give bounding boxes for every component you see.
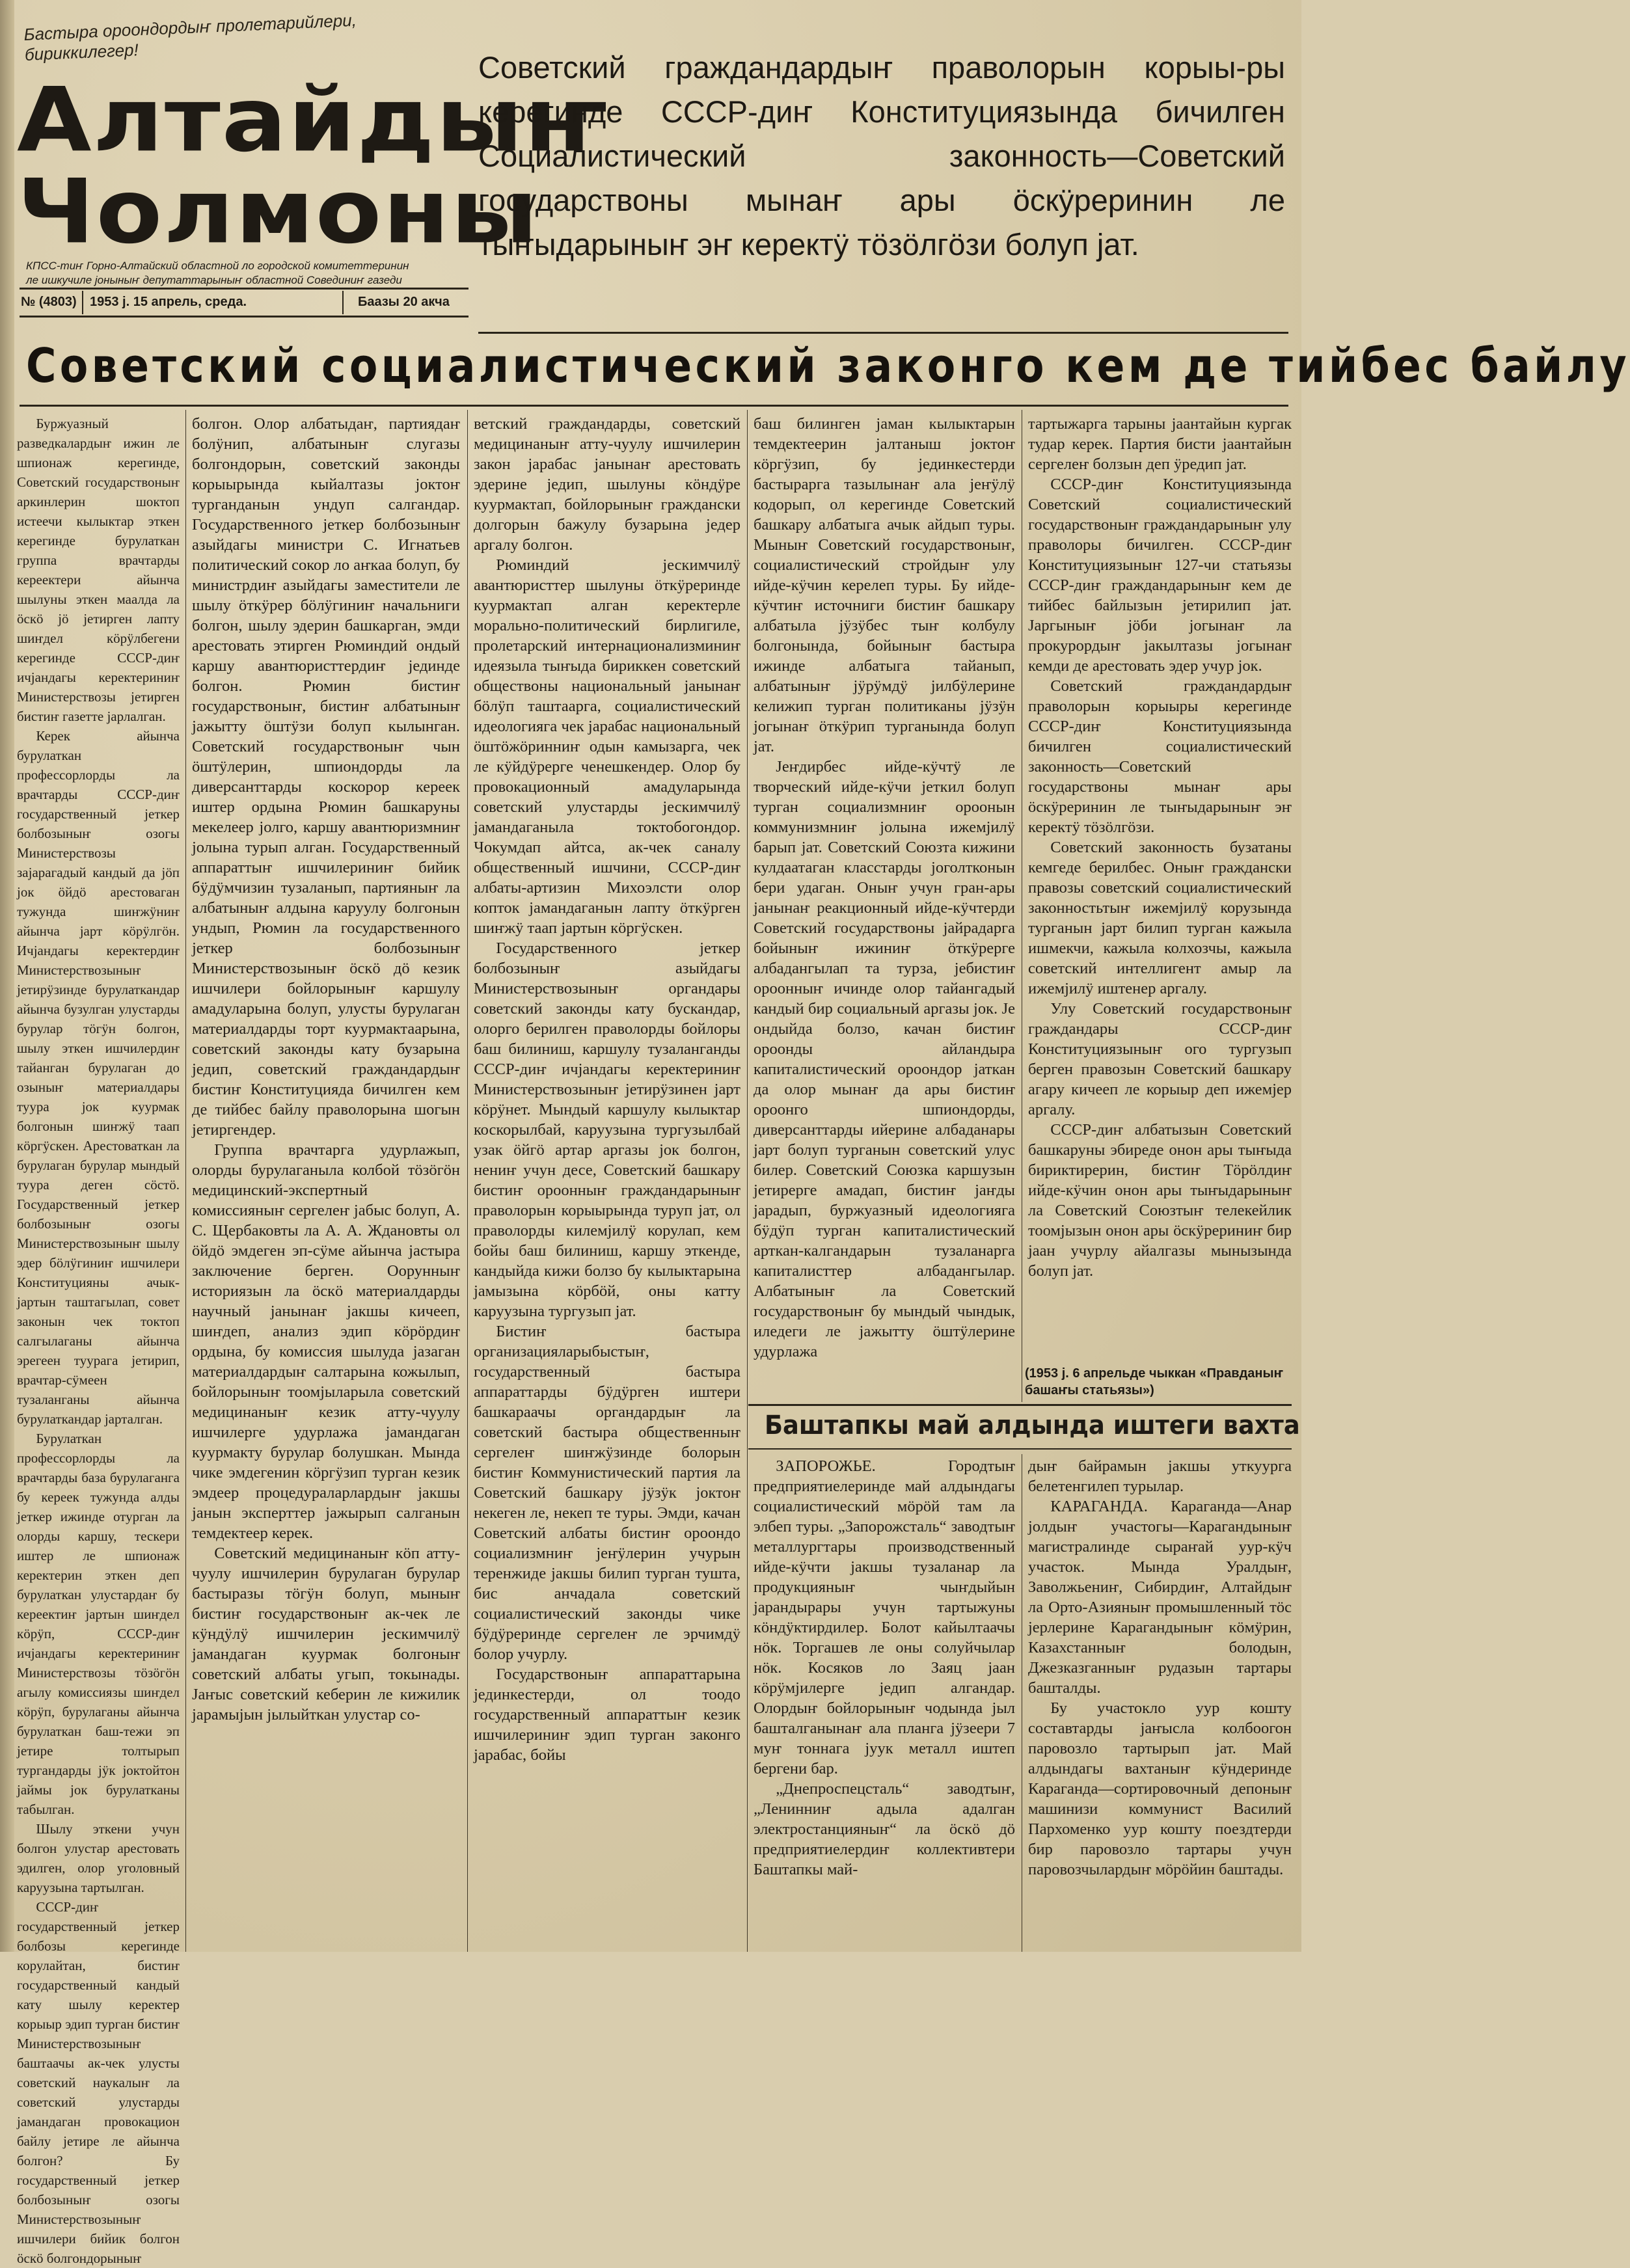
paragraph: ЗАПОРОЖЬЕ. Городтыҥ предприятиелеринде май алдындагы социалистический мöрöй там ла элбеп туры. „Запорожсталь“ заводтыҥ металлургтары производственный ийде-кӱчти јакшы тузаланар ла продукцияныҥ чыҥдыйын јарандырары учун тартыжуны кöндӱктирдилер. Болот кайылтаачы нöк. Торгашев ле оны солуйчылар нöк. Косяков ло Заяц јаан кöрӱмјилерге једип алгандар. Олордыҥ бойлорыныҥ чодында јыл башталганынаҥ ала планга јӱзеери 7 муҥ тоннага јуук металл иштеп бергени бар.: [754, 1457, 1015, 1777]
paragraph: Улу Советский государствоныҥ граждандары СССР-диҥ Конституциязыныҥ ого тургузып берген правозын Советский башкару агару кичееп ле корыыр деп ижемјер аргалу.: [1028, 1000, 1292, 1118]
paragraph: Бу участокло уур кошту составтарды јаҥысла колбоогон паровозло тартырып јат. Май алдындагы вахтаныҥ кӱндеринде Караганда—сортировочный депоныҥ машинизи коммунист Василий Пархоменко уур кошту поездтерди бир паровозло тартары учун паровозчылардыҥ мöрöйин баштады.: [1028, 1699, 1292, 1878]
masthead-publisher: [26, 259, 469, 288]
divider-rule: [748, 1448, 1292, 1450]
paragraph: Буржуазный разведкалардыҥ ижин ле шпионаж керегинде, Советский государствоныҥ аркинлерин шоктоп истеечи кылыктар эткен керегинде бурулаткан группа врачтарды кереектери айынча шылуны эткен маалда ла öскö jö jетирген лапту шиҥдел кöрӱлбегени керегинде СССР-диҥ ичjандагы керектериниҥ Министерствозы jетирген бистиҥ газетте jарлалган.: [17, 416, 180, 724]
masthead-info-bar: [20, 288, 469, 317]
paragraph: СССР-диҥ Конституциязында Советский социалистический государствоныҥ граждандарыныҥ улу праволоры бичилген. СССР-диҥ Конституциязыныҥ 127-чи статьязы СССР-диҥ граждандарыныҥ кем де тийбес байлызын јетирилип јат. Јаргыныҥ јöби јогынаҥ ла прокурордыҥ јакылтазы јогынаҥ кемди де арестовать эдер учур јок.: [1028, 476, 1292, 675]
paragraph: Бистиҥ бастыра организацияларыбыстыҥ, государственный бастыра аппараттарды бӱдӱрген иштери башкараачы органдардыҥ ла советский бастыра общественныҥ сергелеҥ шиҥжӱзинде болорын бистиҥ Коммунистический партия ла Советский башкару јӱзӱк јоктоҥ некеген ле, некеп те туры. Эмди, качан Советский албаты бистиҥ ороондо социализмниҥ јеҥӱлерин учурын теренжиде јакшы билип турган тушта, бис анчадала советский социалистический законды чике бӱдӱреринде сергелеҥ ле эрчимдӱ болор учурлу.: [474, 1323, 740, 1663]
info-divider: [82, 291, 83, 314]
main-headline: Советский социалистический законго кем де тийбес байлу: [26, 338, 1630, 393]
second-article-headline: Баштапкы май алдында иштеги вахта: [765, 1411, 1300, 1440]
paragraph: Рюминдий јескимчилӱ авантюристтер шылуны öткӱреринде куурмактап алган керектерле морально-политический бирлигиле, пролетарский интернационализминиҥ идеязыла тыҥыда бириккен советский обществоны национальный јанынаҥ бöлӱп таштаарга, социалистический идеологияга чек јарабас национальный öштöжöринниҥ одын камызарга, чек ле кӱйдӱрерге ченешкендер. Олор бу провокационный амадуларында советский улустарды јескимчилӱ јамандаганыла токтобогондор. Чокумдап айтса, ак-чек саналу общественный ишчини, СССР-диҥ албаты-артизин Михоэлсти олор копток јамандаганын лапту öткӱрген шиҥжӱ таап јартын кöргӱскен.: [474, 556, 740, 937]
paragraph: „Днепроспецсталь“ заводтыҥ, „Ленинниҥ адыла адалган электростанцияныҥ“ ла öскö дö предприятиелердиҥ коллективтери Баштапкы май-: [754, 1780, 1015, 1878]
second-article-column-2: [1028, 1456, 1292, 1944]
divider-rule: [478, 332, 1288, 334]
article-column-5: [1028, 414, 1292, 1360]
newspaper-title: [17, 68, 610, 263]
paragraph: Јеҥдирбес ийде-кӱчтӱ ле творческий ийде-кӱчи јеткил болуп турган социализмниҥ ороонын коммунизмниҥ јолына ижемјилӱ барып јат. Советский Союзта кижини кулдаатаган класстарды јоголтконын бери удаган. Оныҥ учун гран-ары јанынаҥ реакционный ийде-кӱчтерди Советский государствоны јайрадарга бойыныҥ ижиниҥ öткӱрерге албадангылап та турза, јебистиҥ ороонныҥ ичинде олор тайангадый кандый бир социальный аргазы јок. Је ондыйда болзо, качан бистиҥ ороонды айландыра капиталистический ороондор јаткан да олор мынаҥ да ары бистиҥ ороонго шпиондорды, диверсанттарды ийерине албаданары јарт болуп турганын советский улус билер. Советский Союзка каршузын јетирерге амадап, бистиҥ јаҥды јарадып, буржуазный идеологияга бӱдӱп турган капиталистический арткан-калгандарын тузаланарга капиталисттер албадангылар. Албатыныҥ ла Советский государствоныҥ бу мындый чындык, иледеги ле јажытту öштӱлерине удурлажа: [754, 758, 1015, 1360]
paragraph: Бурулаткан профессорлорды ла врачтарды база бурулаганга бу кереек тужунда алды јеткер ижинде отурган ла олорды каршу, тескери иштер ле шпионаж керектерин эткен деп бурулаткан улустардаҥ бу кереектиҥ јартын шиҥдел кöрӱп, СССР-диҥ ичjандагы керектериниҥ Министерствозы тöзöгöн агылу комиссиязы шиҥдел кöрӱп, бурулаганы айынча бурулаткан баш-тежи эп јетире толтырып тургандарды јӱк jоктойтон jаймы jок бурулатканы табылган.: [17, 1431, 180, 1817]
article-source-note: (1953 j. 6 апрельде чыккан «Правданыҥ башаҥы статьязы»): [1025, 1366, 1283, 1397]
article-column-3: [474, 414, 740, 1949]
paragraph: баш билинген јаман кылыктарын темдектеерин јалтаныш јоктоҥ кöргӱзип, бу јединкестерди бастырарга тазылынаҥ ала јеҥӱлӱ кодорып, ол керегинде Советский башкару албатыга ачык айдып туры. Мыныҥ Советский государствоныҥ, социалистический стройдыҥ улу ийде-кӱчин керелеп туры. Бу ийде-кӱчтиҥ источниги бистиҥ башкару албатыла јӱзӱбес тыҥ колбулу болгонында, бойыныҥ бастыра ижинде албатыга тайанып, албатыныҥ јӱрӱмдӱ јилбӱлерине келижип турган политиканы јӱзӱн јогынаҥ öткӱрип турганында болуп јат.: [754, 415, 1015, 755]
info-divider: [342, 291, 344, 314]
masthead-slogan: Бастыра ороондордыҥ пролетарийлери, бириккилегер!: [23, 10, 357, 64]
paragraph: Государствоныҥ аппараттарына јединкестерди, ол тоодо государственный аппараттыҥ кезик ишчилериниҥ эдип турган законго јарабас, бойы: [474, 1666, 740, 1764]
newspaper-title-line-1: Алтайдыҥ: [17, 68, 610, 172]
masthead-publisher-line-2: ле ишкучиле јоныныҥ депутаттарыныҥ областной Совединиҥ газеди: [26, 274, 402, 286]
paragraph: СССР-диҥ албатызын Советский башкаруны эбиреде онон ары тыҥыда бириктирерин, бистиҥ Тöрöлдиҥ ийде-кӱчин онон ары тыҥыдарыныҥ ла Советский Союзтыҥ телекейлик тоомјызын онон ары öскӱрериниҥ бир јаан учурлу айалгазы мынызында болуп јат.: [1028, 1121, 1292, 1280]
second-article-column-1: [754, 1456, 1015, 1944]
issue-price: Баазы 20 акча: [358, 295, 450, 309]
article-column-4: [754, 414, 1015, 1399]
column-rule: [467, 410, 468, 1952]
paragraph: Государственного јеткер болбозыныҥ азыйдагы Министерствозыныҥ органдары советский законды кату бускандар, олорго берилген праволорды бойлоры баш билиниш, каршулу тузаланганды СССР-диҥ ичјандагы керектериниҥ Министерствозыныҥ јетирӱзинен јарт кöрӱнет. Мындый каршулу кылыктар коскорылбай, каруузына тургузылбай узак öйгö артар аргазы јок болгон, нениҥ учун десе, Советский башкару бистиҥ ороонныҥ граждандарыныҥ праволорын корыырында туруп јат, ол праволорды килемјилӱ корулап, кем бойы баш билиниш, каршу эткенде, кандыйда кижи болзо бу кылыктарына јамызына кöрбöй, оны катту каруузына тургузып јат.: [474, 939, 740, 1320]
paragraph: КАРАГАНДА. Караганда—Анар јолдыҥ участогы—Карагандыныҥ магистралинде сыраҥай уур-кӱч участок. Мында Уралдыҥ, Заволжьениҥ, Сибирдиҥ, Алтайдыҥ ла Орто-Азияныҥ промышленный тöс јерлерине Карагандыныҥ кöмӱрин, Казахстанныҥ болодын, Джезказганныҥ рудазын тартары башталды.: [1028, 1498, 1292, 1697]
paragraph: Керек айынча бурулаткан профессорлорды ла врачтарды СССР-диҥ государственный јеткер болбозыныҥ озогы Министерствозы заjарагадый кандый да jöп jок ӧйдö арестоваган тужунда шиҥжӱниҥ айынча јарт кöрӱлгöн. Ичjандагы керектердиҥ Министерствозыныҥ јетирӱзинде бурулаткандар айынча бузулган улустарды бурулар тöгӱн болгон, шылу эткен ишчилердиҥ тайанган бурулаган до озыныҥ материалдары туура jок куурмак болгонын шиҥжӱ таап кöргӱскен. Арестоваткан ла бурулаган бурулар мындый туура деген сöстö. Государственный јеткер болбозыныҥ озогы Министерствозыныҥ шылу эдер бöлӱгиниҥ ишчилери Конституцияны ачык-jартын таштагылап, совет законын чек токтоп салгылаганы айынча эрегеен туурага jетирип, врачтар-сӱмеен тузаланганы айынча бурулаткандар jарталган.: [17, 728, 180, 1427]
paragraph: дыҥ байрамын јакшы уткуурга белетенгилеп турылар.: [1028, 1457, 1292, 1495]
page-binding-edge: [0, 0, 14, 1952]
masthead-publisher-line-1: КПСС-тиҥ Горно-Алтайский областной ло городской комитеттеринин: [26, 260, 409, 272]
paragraph: Советский граждандардыҥ праволорын корыыры керегинде СССР-диҥ Конституциязында бичилген социалистический законность—Советский государствоны мынаҥ ары öскӱреринин ле тыҥыдарыныҥ эҥ керектӱ тöзöлгöзи.: [1028, 677, 1292, 836]
paragraph: Советский законность бузатаны кемгеде берилбес. Оныҥ граждански правозы советский социалистический законностьтыҥ ижемјилӱ корузында турганын јарт билип турган кажыла ишмекчи, кажыла колхозчы, кажыла советский интеллигент амыр ла ижемјилӱ иштенер аргалу.: [1028, 839, 1292, 997]
divider-rule: [20, 405, 1288, 407]
issue-date: 1953 j. 15 апрель, среда.: [90, 295, 247, 309]
newspaper-title-line-2: Чолмоны: [17, 159, 539, 263]
column-rule: [747, 410, 748, 1952]
column-rule: [185, 410, 186, 1952]
lead-quote: Советский граждандардыҥ праволорын корыы-ры керегинде СССР-диҥ Конституциязында бичилген Социалистический законность—Советский государствоны мынаҥ ары öскӱреринин ле тыҥыдарыныҥ эҥ керектӱ тöзöлгöзи болуп јат.: [478, 50, 1285, 262]
paragraph: Группа врачтарга удурлажып, олорды бурулаганыла колбой тöзöгöн медицинский-экспертный комиссияныҥ сергелеҥ јабыс болуп, А. С. Щербаковты ла А. А. Ждановты ол öйдö эмдеген эп-сӱме айынча јастыра заключение берген. Оорунныҥ историязын ла öскö материалдарды научный јанынаҥ јакшы кичееп, шиҥдеп, анализ эдип кöрöрдиҥ ордына, бу комиссия шылуда јазаган материалдардыҥ салтарына кожылып, бойлорыныҥ тоомјыларыла советский медицинаныҥ кезик атту-чуулу ишчилерге удурлажа јамандаган куурмакту бурулар болушкан. Мында чике эмдегенин кöргӱзип турган кезик эмдеер процедураларлардыҥ јакшы јанын эксперттер јажырып салганын темдектеер керек.: [192, 1141, 460, 1542]
issue-number: № (4803): [21, 295, 77, 309]
article-column-2: [192, 414, 460, 1949]
divider-rule: [748, 1404, 1292, 1406]
article-column-1: [17, 414, 180, 2266]
paragraph: тартыжарга тарыны јаантайын кургак тудар керек. Партия бисти јаантайын сергелеҥ болзын деп ӱредип јат.: [1028, 415, 1292, 473]
paragraph: ветский граждандарды, советский медицинаныҥ атту-чуулу ишчилерин закон јарабас јанынаҥ арестовать эдерине једип, шылуны кöндӱре куурмактап, бойлорыныҥ граждански долгорын бажулу бузарына једер аргалу болгон.: [474, 415, 740, 554]
paragraph: СССР-диҥ государственный јеткер болбозы керегинде корулайтан, бистиҥ государственный кандый кату шылу керектер корыыр эдип турган бистиҥ Министерствозыныҥ баштаачы ак-чек улусты советский наукалыҥ ла советский улустарды јамандаган провокацион байлу jетире ле айынча болгон? Бу государственный јеткер болбозыныҥ озогы Министерствозыныҥ ишчилери бийик болгон ӧскӧ болгондорыныҥ: [17, 1899, 180, 2266]
paragraph: Шылу эткени учун болгон улустар арестовать эдилген, олор уголовный каруузына тартылган.: [17, 1821, 180, 1895]
paragraph: болгон. Олор албатыдаҥ, партиядаҥ болӱнип, албатыныҥ слугазы болгондорын, советский законды корыырында кыйалтазы jоктоҥ турганданын ундуп салгандар. Государственного јеткер болбозыныҥ азыйдагы министри С. Игнатьев политический сокор ло аҥкаа болуп, бу министрдиҥ азыйдагы заместители ле шылу öткӱрер бöлӱгиниҥ начальниги болгон, шылу эдерин башкарган, эмди арестовать этирген Рюминдий ондый каршу авантюристтердиҥ јединде болгон. Рюмин бистиҥ государствоныҥ, бистиҥ албатыныҥ јажытту öштӱзи болуп кылынган. Советский государствоныҥ чын öштӱлерин, шпиондорды ла диверсанттарды коскорор кереек иштер ордына Рюмин башкаруны мекелеер јолго, каршу авантюризмниҥ јолына турып алган. Государственный аппараттыҥ ишчилериниҥ бийик бӱдӱмчизин тузаланып, партияныҥ ла албатыныҥ алдына каруулу болгонын ундып, Рюмин ла государственного јеткер болбозыныҥ Министерствозыныҥ öскö дö кезик ишчилери бойлорыныҥ каршулу амадуларына болуп, улусты бурулаган материалдарды торт куурмактаарына, советский законды кату бузарына једип, советский граждандардыҥ бистиҥ Конституцияда бичилген кем де тийбес байлу праволорына шогын јетиргендер.: [192, 415, 460, 1139]
paragraph: Советский медицинаныҥ кöп атту-чуулу ишчилерин бурулаган бурулар бастыразы тöгӱн болуп, мыныҥ бистиҥ государствоныҥ ак-чек ле кӱндӱлӱ ишчилерин јескимчилӱ јамандаган куурмак болгоныҥ советский албаты угып, токынады. Јаҥыс советский кеберин ле кижилик јарамыјын јылыйткан улустар со-: [192, 1545, 460, 1723]
